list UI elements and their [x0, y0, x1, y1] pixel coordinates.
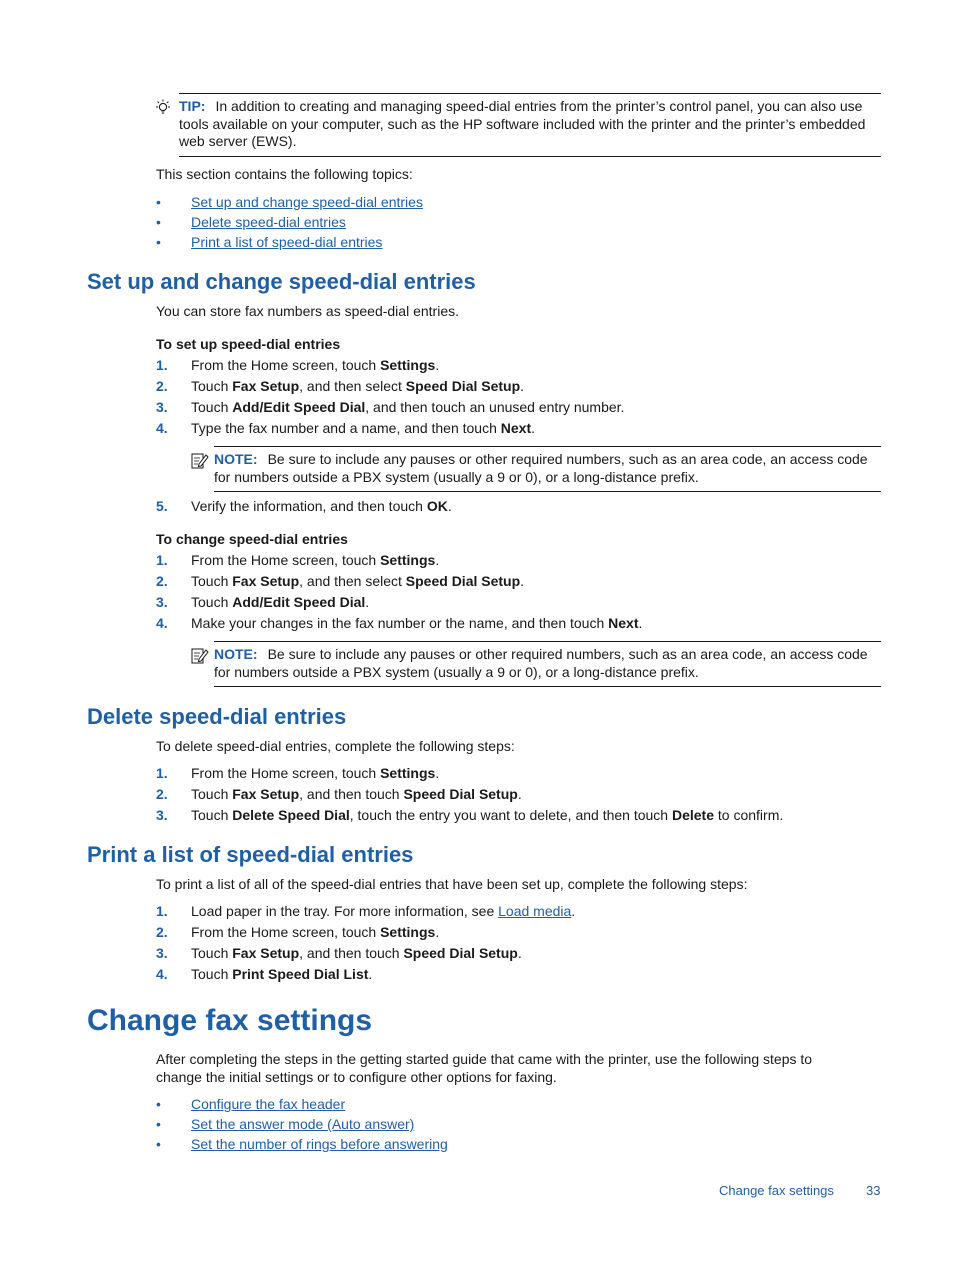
step-text: From the Home screen, touch Settings.	[191, 924, 440, 940]
step-text: Load paper in the tray. For more information, see Load media.	[191, 903, 576, 919]
lightbulb-icon	[155, 99, 171, 120]
step-number: 2.	[156, 924, 168, 940]
step-text: Type the fax number and a name, and then touch Next.	[191, 420, 536, 436]
topic-link-print[interactable]: Print a list of speed-dial entries	[191, 234, 383, 250]
chapter-link-answer-mode[interactable]: Set the answer mode (Auto answer)	[191, 1116, 415, 1132]
note-text: Be sure to include any pauses or other required numbers, such as an area code, an access code for numbers outside a PBX system (usually a 9 or 0), or a long-distance prefix.	[214, 646, 868, 680]
note-pencil-icon	[191, 452, 209, 473]
load-media-link[interactable]: Load media	[498, 903, 572, 919]
step-text: From the Home screen, touch Settings.	[191, 552, 440, 568]
step-number: 4.	[156, 966, 168, 982]
tip-callout	[179, 98, 869, 151]
step-text: Verify the information, and then touch OK.	[191, 498, 452, 514]
chapter-link-fax-header[interactable]: Configure the fax header	[191, 1096, 346, 1112]
step-text: Touch Add/Edit Speed Dial, and then touch an unused entry number.	[191, 399, 625, 415]
bullet: •	[156, 1116, 161, 1132]
step-text: Touch Fax Setup, and then select Speed Dial Setup.	[191, 378, 525, 394]
step-number: 1.	[156, 552, 168, 568]
note-label: NOTE:	[214, 646, 258, 662]
note-top-rule	[214, 446, 881, 447]
note-label: NOTE:	[214, 451, 258, 467]
intro-text: This section contains the following topics:	[156, 166, 413, 182]
note-pencil-icon	[191, 647, 209, 668]
bullet: •	[156, 1136, 161, 1152]
step-text: From the Home screen, touch Settings.	[191, 357, 440, 373]
chapter-heading: Change fax settings	[87, 1004, 373, 1037]
section-text: You can store fax numbers as speed-dial entries.	[156, 303, 459, 319]
step-number: 1.	[156, 903, 168, 919]
step-text: Touch Add/Edit Speed Dial.	[191, 594, 370, 610]
step-number: 1.	[156, 357, 168, 373]
section-heading-print: Print a list of speed-dial entries	[87, 842, 414, 867]
procedure-title: To set up speed-dial entries	[156, 336, 341, 352]
step-text: Touch Delete Speed Dial, touch the entry you want to delete, and then touch Delete to confirm.	[191, 807, 784, 823]
procedure-title: To change speed-dial entries	[156, 531, 348, 547]
step-text: Touch Print Speed Dial List.	[191, 966, 373, 982]
step-text: Touch Fax Setup, and then touch Speed Dial Setup.	[191, 945, 522, 961]
step-text: Make your changes in the fax number or the name, and then touch Next.	[191, 615, 643, 631]
step-number: 1.	[156, 765, 168, 781]
step-number: 2.	[156, 378, 168, 394]
section-text: To delete speed-dial entries, complete the following steps:	[156, 738, 515, 754]
step-number: 2.	[156, 786, 168, 802]
step-number: 5.	[156, 498, 168, 514]
bullet: •	[156, 234, 161, 250]
step-number: 4.	[156, 420, 168, 436]
tip-label: TIP:	[179, 98, 206, 114]
step-number: 2.	[156, 573, 168, 589]
step-text: Touch Fax Setup, and then touch Speed Dial Setup.	[191, 786, 522, 802]
bullet: •	[156, 1096, 161, 1112]
section-heading-delete: Delete speed-dial entries	[87, 704, 347, 729]
bullet: •	[156, 194, 161, 210]
step-number: 3.	[156, 594, 168, 610]
section-text: To print a list of all of the speed-dial entries that have been set up, complete the following steps:	[156, 876, 748, 892]
footer-title: Change fax settings	[719, 1183, 834, 1198]
tip-text: In addition to creating and managing speed-dial entries from the printer’s control panel, you can also use tools available on your computer, such as the HP software included with the printer and the printer’s embedded web server (EWS).	[179, 98, 866, 149]
topic-link-setup[interactable]: Set up and change speed-dial entries	[191, 194, 423, 210]
chapter-text: After completing the steps in the getting started guide that came with the printer, use the following steps to change the initial settings or to configure other options for faxing.	[156, 1051, 813, 1085]
note-top-rule	[214, 641, 881, 642]
topic-link-delete[interactable]: Delete speed-dial entries	[191, 214, 346, 230]
note-bottom-rule	[214, 491, 881, 492]
chapter-link-rings[interactable]: Set the number of rings before answering	[191, 1136, 448, 1152]
note-callout	[214, 646, 874, 681]
bullet: •	[156, 214, 161, 230]
step-number: 3.	[156, 399, 168, 415]
note-callout	[214, 451, 874, 486]
step-text: From the Home screen, touch Settings.	[191, 765, 440, 781]
step-number: 3.	[156, 807, 168, 823]
tip-top-rule	[179, 93, 881, 94]
tip-bottom-rule	[179, 156, 881, 157]
step-number: 4.	[156, 615, 168, 631]
page-number: 33	[866, 1183, 881, 1198]
section-heading-setup: Set up and change speed-dial entries	[87, 269, 476, 294]
note-text: Be sure to include any pauses or other required numbers, such as an area code, an access code for numbers outside a PBX system (usually a 9 or 0), or a long-distance prefix.	[214, 451, 868, 485]
note-bottom-rule	[214, 686, 881, 687]
step-number: 3.	[156, 945, 168, 961]
step-text: Touch Fax Setup, and then select Speed Dial Setup.	[191, 573, 525, 589]
